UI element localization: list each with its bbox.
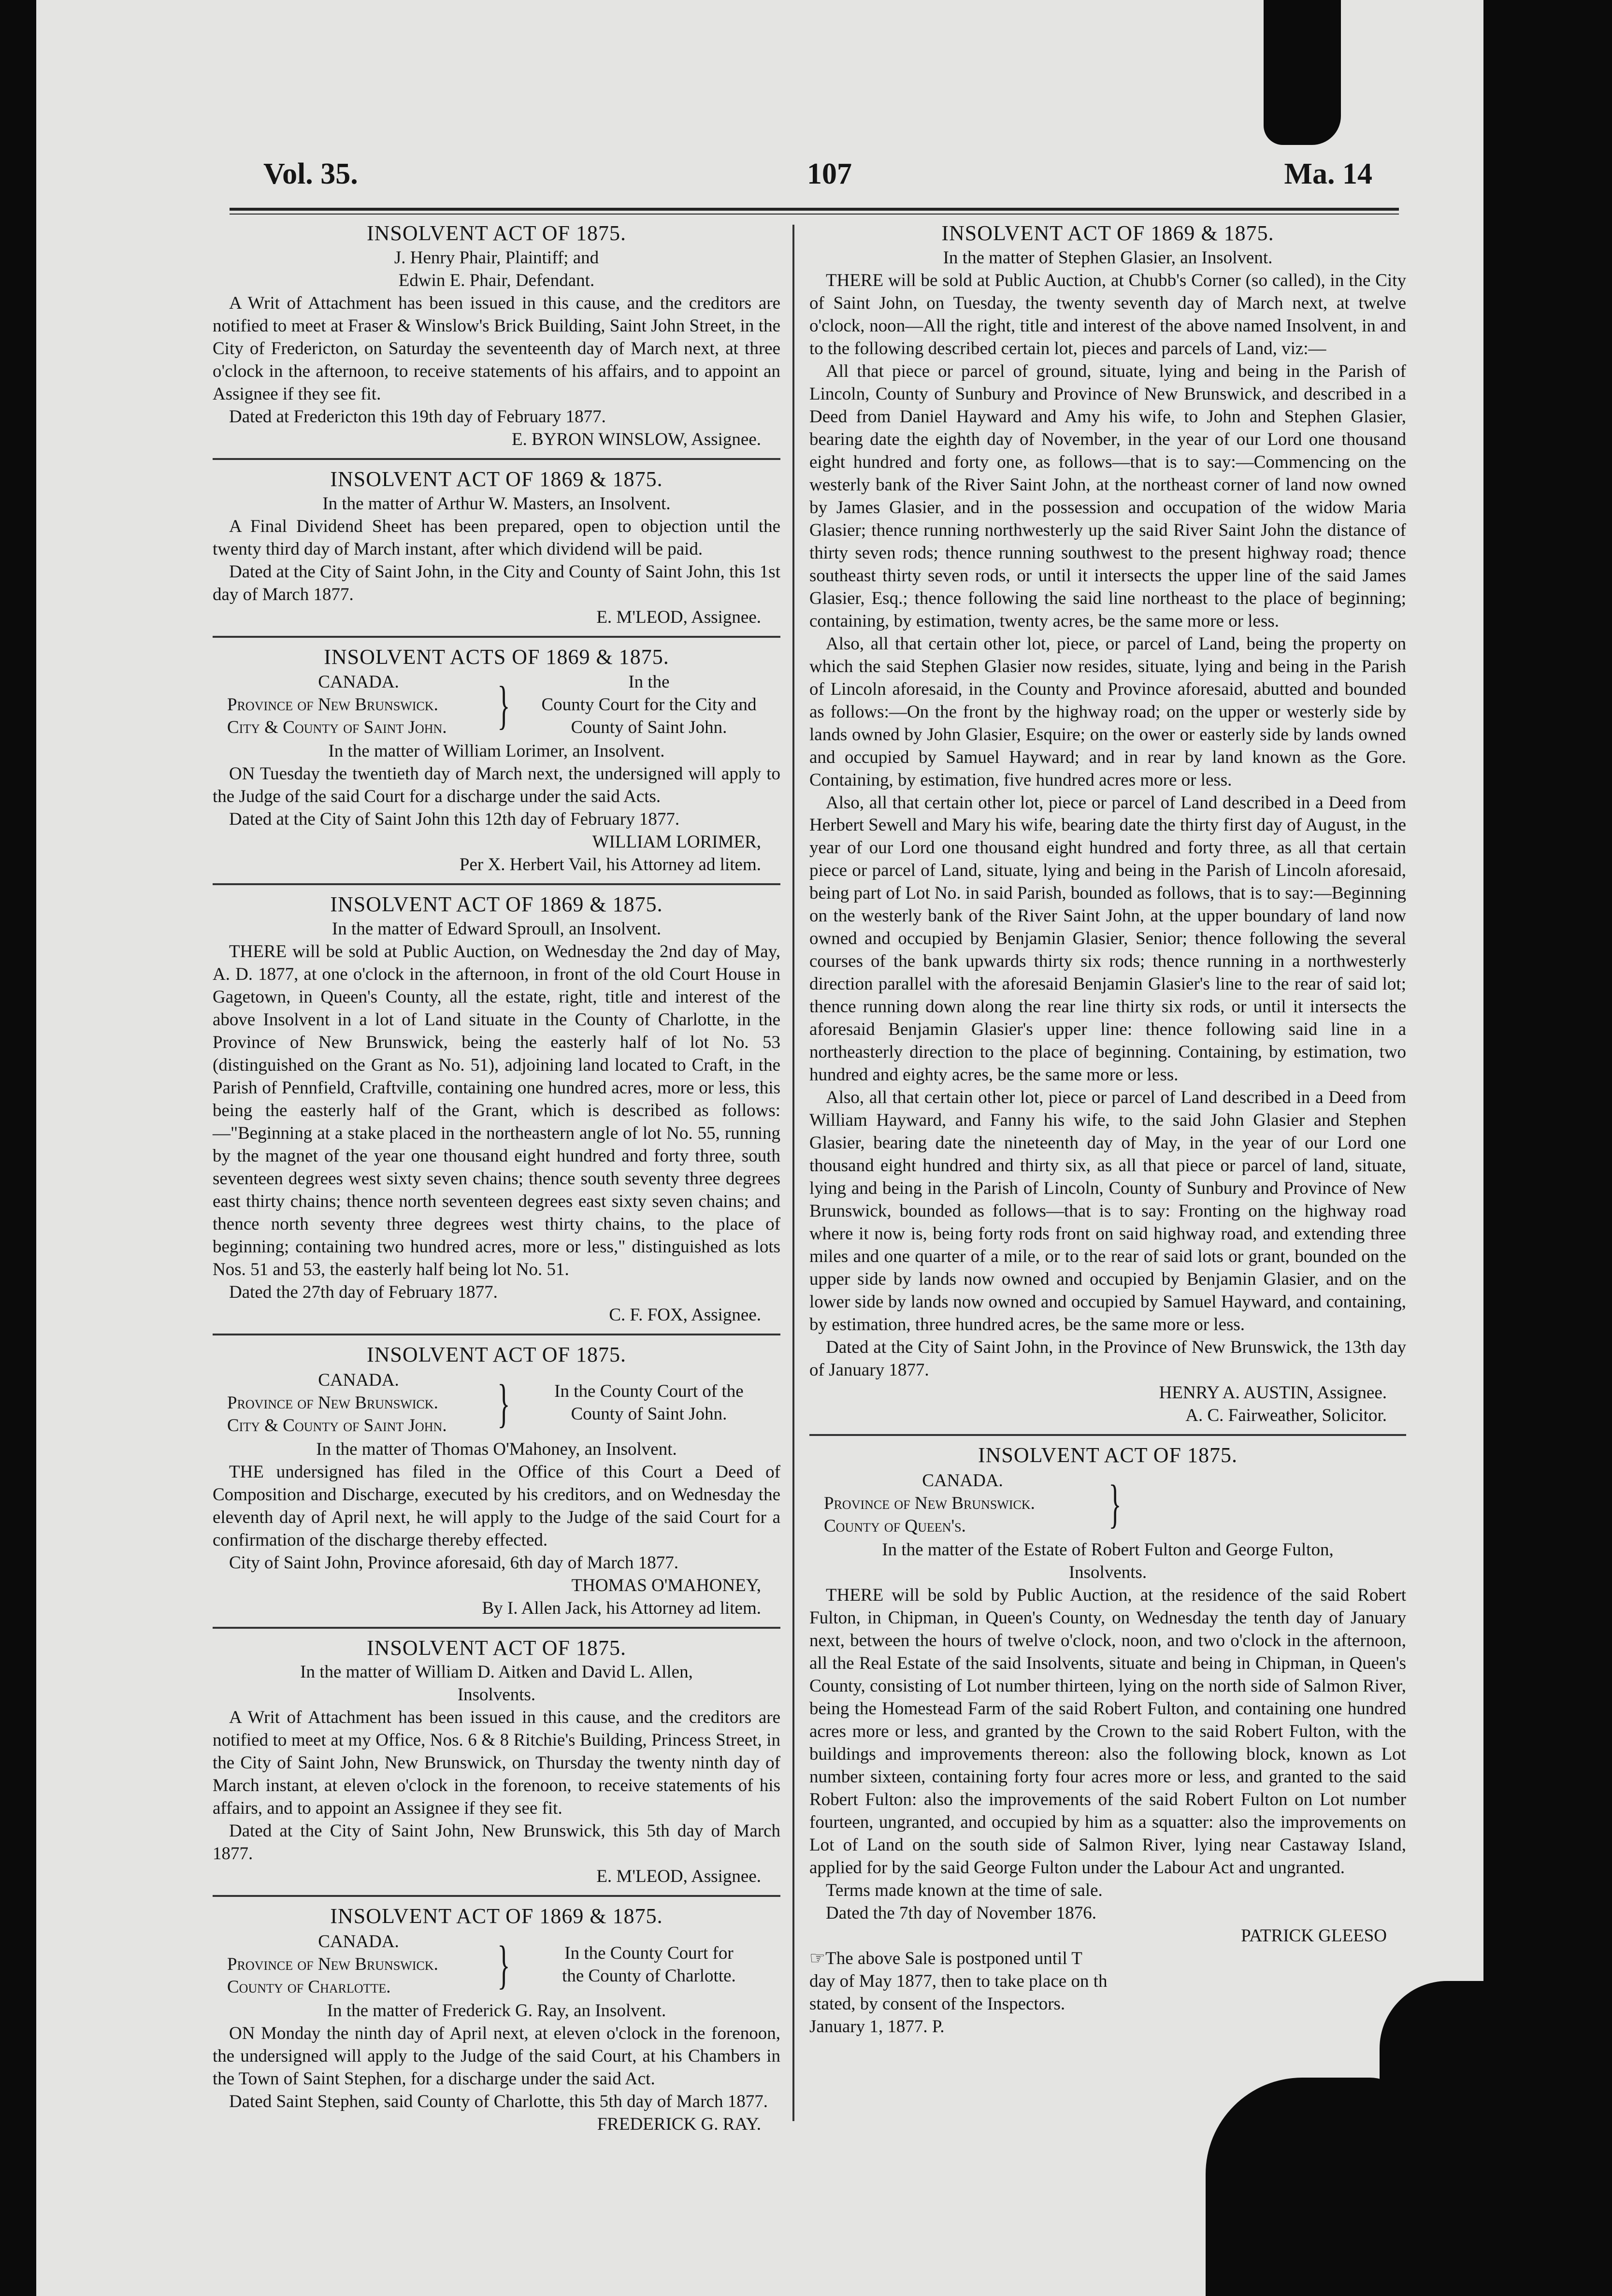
court-jurisdiction: [213, 671, 490, 739]
brace-icon: }: [1108, 1474, 1122, 1533]
notice-signature: C. F. FOX, Assignee.: [609, 1305, 761, 1325]
notice-title: INSOLVENT ACT OF 1875.: [978, 1443, 1238, 1467]
notice-paragraph: Terms made known at the time of sale.: [826, 1880, 1103, 1900]
notice-paragraph: Also, all that certain other lot, piece or parcel of Land described in a Deed from Herbert Sewell and Mary his wife, bearing date the thirty first day of August, in the year of our Lord one thousand eight hundred and forty three, as all that certain piece or parcel of Land, situate, lying and being in the Parish of Lincoln aforesaid, being part of Lot No. in said Parish, bounded as follows, that is to say:—Beginning on the westerly bank of the River Saint John, at the upper boundary of land now owned and occupied by Benjamin Glasier, Senior; thence following the several courses of the bank upwards thirty six rods; thence running in a northwesterly direction parallel with the aforesaid Benjamin Glasier's line to the rear of said lot; thence running down along the rear line thirty six rods, or until it intersects the aforesaid Benjamin Glasier's upper line: thence following said line in a northeasterly direction to the place of beginning. Containing, by estimation, two hundred and eighty acres, be the same more or less.: [809, 792, 1406, 1085]
notice-block: [213, 1627, 780, 1889]
notice-signature: Per X. Herbert Vail, his Attorney ad litem.: [459, 855, 761, 875]
court-line: County of Saint John.: [571, 718, 727, 738]
court-heading: [213, 1931, 780, 1999]
notice-intro: In the matter of William D. Aitken and David L. Allen,: [300, 1662, 693, 1682]
notice-signature: THOMAS O'MAHONEY,: [571, 1575, 761, 1595]
notice-signature: WILLIAM LORIMER,: [592, 832, 761, 852]
court-name: [518, 1380, 780, 1426]
notice-postscript: ☞The above Sale is postponed until T: [809, 1948, 1082, 1968]
court-jurisdiction: [809, 1470, 1101, 1538]
issue-date: Ma. 14: [1284, 158, 1372, 190]
notice-block: [809, 1434, 1406, 2038]
court-heading: [809, 1470, 1406, 1538]
notice-intro: J. Henry Phair, Plaintiff; and: [394, 247, 599, 268]
notice-block: [213, 1895, 780, 2136]
notice-intro: In the matter of Edward Sproull, an Insolvent.: [331, 919, 662, 939]
notice-intro: In the matter of Frederick G. Ray, an Insolvent.: [327, 2001, 666, 2021]
notice-title: INSOLVENT ACT OF 1869 & 1875.: [941, 221, 1274, 245]
right-column: [809, 220, 1406, 2045]
page-number: 107: [807, 158, 852, 190]
notice-block: [213, 1334, 780, 1620]
page-damage: [1206, 2078, 1409, 2296]
court-heading: [213, 671, 780, 739]
brace-icon: }: [497, 675, 510, 735]
notice-paragraph: Dated at Fredericton this 19th day of February 1877.: [229, 406, 606, 427]
notice-signature: E. BYRON WINSLOW, Assignee.: [512, 429, 761, 449]
notice-intro: Edwin E. Phair, Defendant.: [398, 270, 595, 290]
notice-paragraph: ON Monday the ninth day of April next, at eleven o'clock in the forenoon, the undersigned will apply to the Judge of the said Court, at his Chambers in the Town of Saint Stephen, for a discharge under the said Act.: [213, 2023, 780, 2089]
notice-paragraph: Dated the 27th day of February 1877.: [229, 1282, 498, 1302]
notice-paragraph: Dated Saint Stephen, said County of Charlotte, this 5th day of March 1877.: [229, 2092, 768, 2112]
notice-block: [213, 883, 780, 1327]
jurisdiction-line: County of Queen's.: [824, 1516, 966, 1536]
jurisdiction-line: CANADA.: [318, 1370, 399, 1390]
notice-paragraph: A Writ of Attachment has been issued in this cause, and the creditors are notified to meet at Fraser & Winslow's Brick Building, Saint John Street, in the City of Fredericton, on Saturday the seventeenth day of March next, at three o'clock in the afternoon, to receive statements of his affairs, and to appoint an Assignee if they see fit.: [213, 293, 780, 404]
notice-title: INSOLVENT ACT OF 1875.: [366, 1342, 627, 1366]
court-jurisdiction: [213, 1369, 490, 1437]
notice-intro: In the matter of Stephen Glasier, an Insolvent.: [943, 247, 1273, 268]
notice-paragraph: Also, all that certain other lot, piece or parcel of Land described in a Deed from William Hayward, and Fanny his wife, to the said John Glasier and Stephen Glasier, bearing date the nineteenth day of May, in the year of our Lord one thousand eight hundred and thirty six, as all that piece or parcel of land, situate, lying and being in the Parish of Lincoln, County of Sunbury and Province of New Brunswick, bounded as follows—that is to say: Fronting on the highway road where it now is, being forty rods front on said highway road, and extending three miles and one quarter of a mile, or to the rear of said lots or grant, bounded on the upper side by lands now owned and occupied by Benjamin Glasier, and on the lower side by lands now owned and occupied by Samuel Hayward, and containing, by estimation, three hundred acres, be the same more or less.: [809, 1088, 1406, 1335]
court-line: In the County Court of the: [554, 1381, 744, 1402]
jurisdiction-line: Province of New Brunswick.: [227, 1954, 438, 1975]
jurisdiction-line: CANADA.: [318, 1932, 399, 1952]
notice-signature: PATRICK GLEESO: [1241, 1925, 1387, 1946]
notice-intro: Insolvents.: [1068, 1562, 1147, 1582]
newspaper-page: [36, 0, 1483, 2296]
notice-title: INSOLVENT ACT OF 1869 & 1875.: [330, 1904, 663, 1928]
court-name: [518, 1942, 780, 1988]
notice-title: INSOLVENT ACTS OF 1869 & 1875.: [324, 645, 669, 669]
brace-icon: }: [497, 1935, 510, 1995]
jurisdiction-line: Province of New Brunswick.: [227, 1392, 438, 1413]
brace-icon: }: [497, 1373, 510, 1433]
notice-signature: By I. Allen Jack, his Attorney ad litem.: [482, 1598, 761, 1618]
notice-paragraph: A Writ of Attachment has been issued in this cause, and the creditors are notified to meet at my Office, Nos. 6 & 8 Ritchie's Building, Princess Street, in the City of Saint John, New Brunswick, on Thursday the twenty ninth day of March instant, at eleven o'clock in the forenoon, to receive statements of his affairs, and to appoint an Assignee if they see fit.: [213, 1708, 780, 1819]
notice-paragraph: All that piece or parcel of ground, situate, lying and being in the Parish of Lincoln, County of Sunbury and Province of New Brunswick, and described in a Deed from Daniel Hayward and Amy his wife, to John and Stephen Glasier, bearing date the eighth day of November, in the year of our Lord one thousand eight hundred and forty one, as follows—that is to say:—Commencing on the westerly bank of the River Saint John, at the northeast corner of land now owned by James Glasier, and in the possession and occupation of the widow Maria Glasier; thence running northwesterly up the said River Saint John the distance of thirty seven rods; thence running southwest to the present highway road; thence southeast thirty seven rods, or until it intersects the upper line of the said James Glasier, Esq.; thence following the said line northeast to the place of beginning; containing, by estimation, twenty acres, be the same more or less.: [809, 361, 1406, 631]
jurisdiction-line: Province of New Brunswick.: [227, 695, 438, 715]
jurisdiction-line: CANADA.: [318, 672, 399, 692]
notice-title: INSOLVENT ACT OF 1875.: [366, 221, 627, 245]
notice-intro: In the matter of Arthur W. Masters, an Insolvent.: [322, 493, 671, 514]
court-line: In the County Court for: [564, 1943, 734, 1963]
notice-intro: Insolvents.: [457, 1685, 536, 1705]
jurisdiction-line: Province of New Brunswick.: [824, 1493, 1035, 1513]
court-line: County Court for the City and: [541, 695, 757, 715]
court-name: [518, 671, 780, 739]
jurisdiction-line: County of Charlotte.: [227, 1977, 391, 1997]
court-jurisdiction: [213, 1931, 490, 1999]
court-line: County of Saint John.: [571, 1404, 727, 1424]
notice-block: [809, 220, 1406, 1427]
notice-title: INSOLVENT ACT OF 1869 & 1875.: [330, 892, 663, 917]
notice-paragraph: THERE will be sold at Public Auction, at Chubb's Corner (so called), in the City of Saint John, on Tuesday, the twenty seventh day of March next, at twelve o'clock, noon—All the right, title and interest of the above named Insolvent, in and to the following described certain lot, pieces and parcels of Land, viz:—: [809, 270, 1406, 359]
page-damage: [1264, 0, 1341, 145]
notice-paragraph: Dated at the City of Saint John this 12th day of February 1877.: [229, 809, 680, 830]
notice-paragraph: Dated at the City of Saint John, in the City and County of Saint John, this 1st day of March 1877.: [213, 561, 780, 604]
notice-postscript: day of May 1877, then to take place on th: [809, 1971, 1108, 1991]
notice-intro: In the matter of William Lorimer, an Insolvent.: [328, 741, 665, 761]
court-heading: [213, 1369, 780, 1437]
notice-signature: FREDERICK G. RAY.: [597, 2114, 761, 2135]
notice-paragraph: Dated the 7th day of November 1876.: [826, 1903, 1096, 1923]
header-rule: [230, 208, 1399, 215]
notice-title: INSOLVENT ACT OF 1875.: [366, 1636, 627, 1660]
notice-block: [213, 636, 780, 877]
notice-intro: In the matter of Thomas O'Mahoney, an Insolvent.: [316, 1439, 677, 1459]
notice-paragraph: City of Saint John, Province aforesaid, 6th day of March 1877.: [229, 1552, 678, 1573]
column-rule: [792, 225, 794, 2121]
notice-paragraph: ON Tuesday the twentieth day of March next, the undersigned will apply to the Judge of the said Court for a discharge under the said Acts.: [213, 764, 780, 807]
notice-title: INSOLVENT ACT OF 1869 & 1875.: [330, 467, 663, 491]
notice-paragraph: THERE will be sold at Public Auction, on Wednesday the 2nd day of May, A. D. 1877, at one o'clock in the afternoon, in front of the old Court House in Gagetown, in Queen's County, all the estate, right, title and interest of the above Insolvent in a lot of Land situate in the County of Charlotte, in the Province of New Brunswick, being the easterly half of lot No. 53 (distinguished on the Grant as No. 51), adjoining land located to Craft, in the Parish of Pennfield, Craftville, containing one hundred acres, more or less, this being the easterly half of the Grant, which is described as follows:—"Beginning at a stake placed in the northeastern angle of lot No. 55, running by the magnet of the year one thousand eight hundred and forty three, south seventeen degrees west sixty seven chains; thence south seventy three degrees east thirty chains; thence north seventeen degrees east sixty seven chains; and thence north seventy three degrees west thirty chains, to the place of beginning; containing two hundred acres, more or less," distinguished as lots Nos. 51 and 53, the easterly half being lot No. 51.: [213, 942, 780, 1279]
jurisdiction-line: City & County of Saint John.: [227, 718, 447, 738]
notice-signature: A. C. Fairweather, Solicitor.: [1185, 1406, 1387, 1426]
left-column: [213, 220, 780, 2143]
notice-signature: E. M'LEOD, Assignee.: [596, 607, 761, 627]
notice-block: [213, 220, 780, 451]
volume-label: Vol. 35.: [263, 158, 358, 190]
notice-block: [213, 458, 780, 629]
notice-paragraph: THERE will be sold by Public Auction, at the residence of the said Robert Fulton, in Chipman, in Queen's County, on Wednesday the tenth day of January next, between the hours of twelve o'clock, noon, and two o'clock in the afternoon, all the Real Estate of the said Insolvents, situate and being in Chipman, in Queen's County, consisting of Lot number thirteen, lying on the north side of Salmon River, being the Homestead Farm of the said Robert Fulton, and containing one hundred acres more or less, and granted by the Crown to the said Robert Fulton, with the buildings and improvements thereon: also the following block, known as Lot number sixteen, containing forty four acres more or less, and granted to the said Robert Fulton: also the improvements of the said Robert Fulton on Lot number fourteen, ungranted, and occupied by him as a squatter: also the improvements on Lot of Land on the south side of Salmon River, lying near Castaway Island, applied for by the said George Fulton under the Labour Act and ungranted.: [809, 1585, 1406, 1878]
notice-paragraph: Dated at the City of Saint John, New Brunswick, this 5th day of March 1877.: [213, 1821, 780, 1864]
jurisdiction-line: City & County of Saint John.: [227, 1415, 447, 1435]
notice-signature: E. M'LEOD, Assignee.: [596, 1866, 761, 1887]
notice-paragraph: Also, all that certain other lot, piece, or parcel of Land, being the property on which the said Stephen Glasier now resides, situate, lying and being in the Parish of Lincoln aforesaid, in the County and Province aforesaid, abutted and bounded as follows:—On the front by the highway road; on the upper or westerly side by lands owned by John Glasier, Esquire; on the ower or easterly side by lands owned and occupied by Samuel Hayward; and in rear by land known as the Gore. Containing, by estimation, five hundred acres more or less.: [809, 633, 1406, 790]
notice-paragraph: THE undersigned has filed in the Office of this Court a Deed of Composition and Discharge, executed by his creditors, and on Wednesday the eleventh day of April next, he will apply to the Judge of the said Court for a confirmation of the discharge thereby effected.: [213, 1462, 780, 1550]
notice-postscript: stated, by consent of the Inspectors.: [809, 1994, 1065, 2014]
court-line: the County of Charlotte.: [562, 1966, 736, 1986]
notice-postscript: January 1, 1877. P.: [809, 2016, 945, 2037]
notice-intro: In the matter of the Estate of Robert Fulton and George Fulton,: [882, 1539, 1334, 1560]
jurisdiction-line: CANADA.: [922, 1470, 1003, 1491]
notice-signature: HENRY A. AUSTIN, Assignee.: [1159, 1383, 1387, 1403]
notice-paragraph: Dated at the City of Saint John, in the Province of New Brunswick, the 13th day of January 1877.: [809, 1337, 1406, 1380]
court-line: In the: [628, 672, 670, 692]
notice-paragraph: A Final Dividend Sheet has been prepared, open to objection until the twenty third day of March instant, after which dividend will be paid.: [213, 516, 780, 559]
